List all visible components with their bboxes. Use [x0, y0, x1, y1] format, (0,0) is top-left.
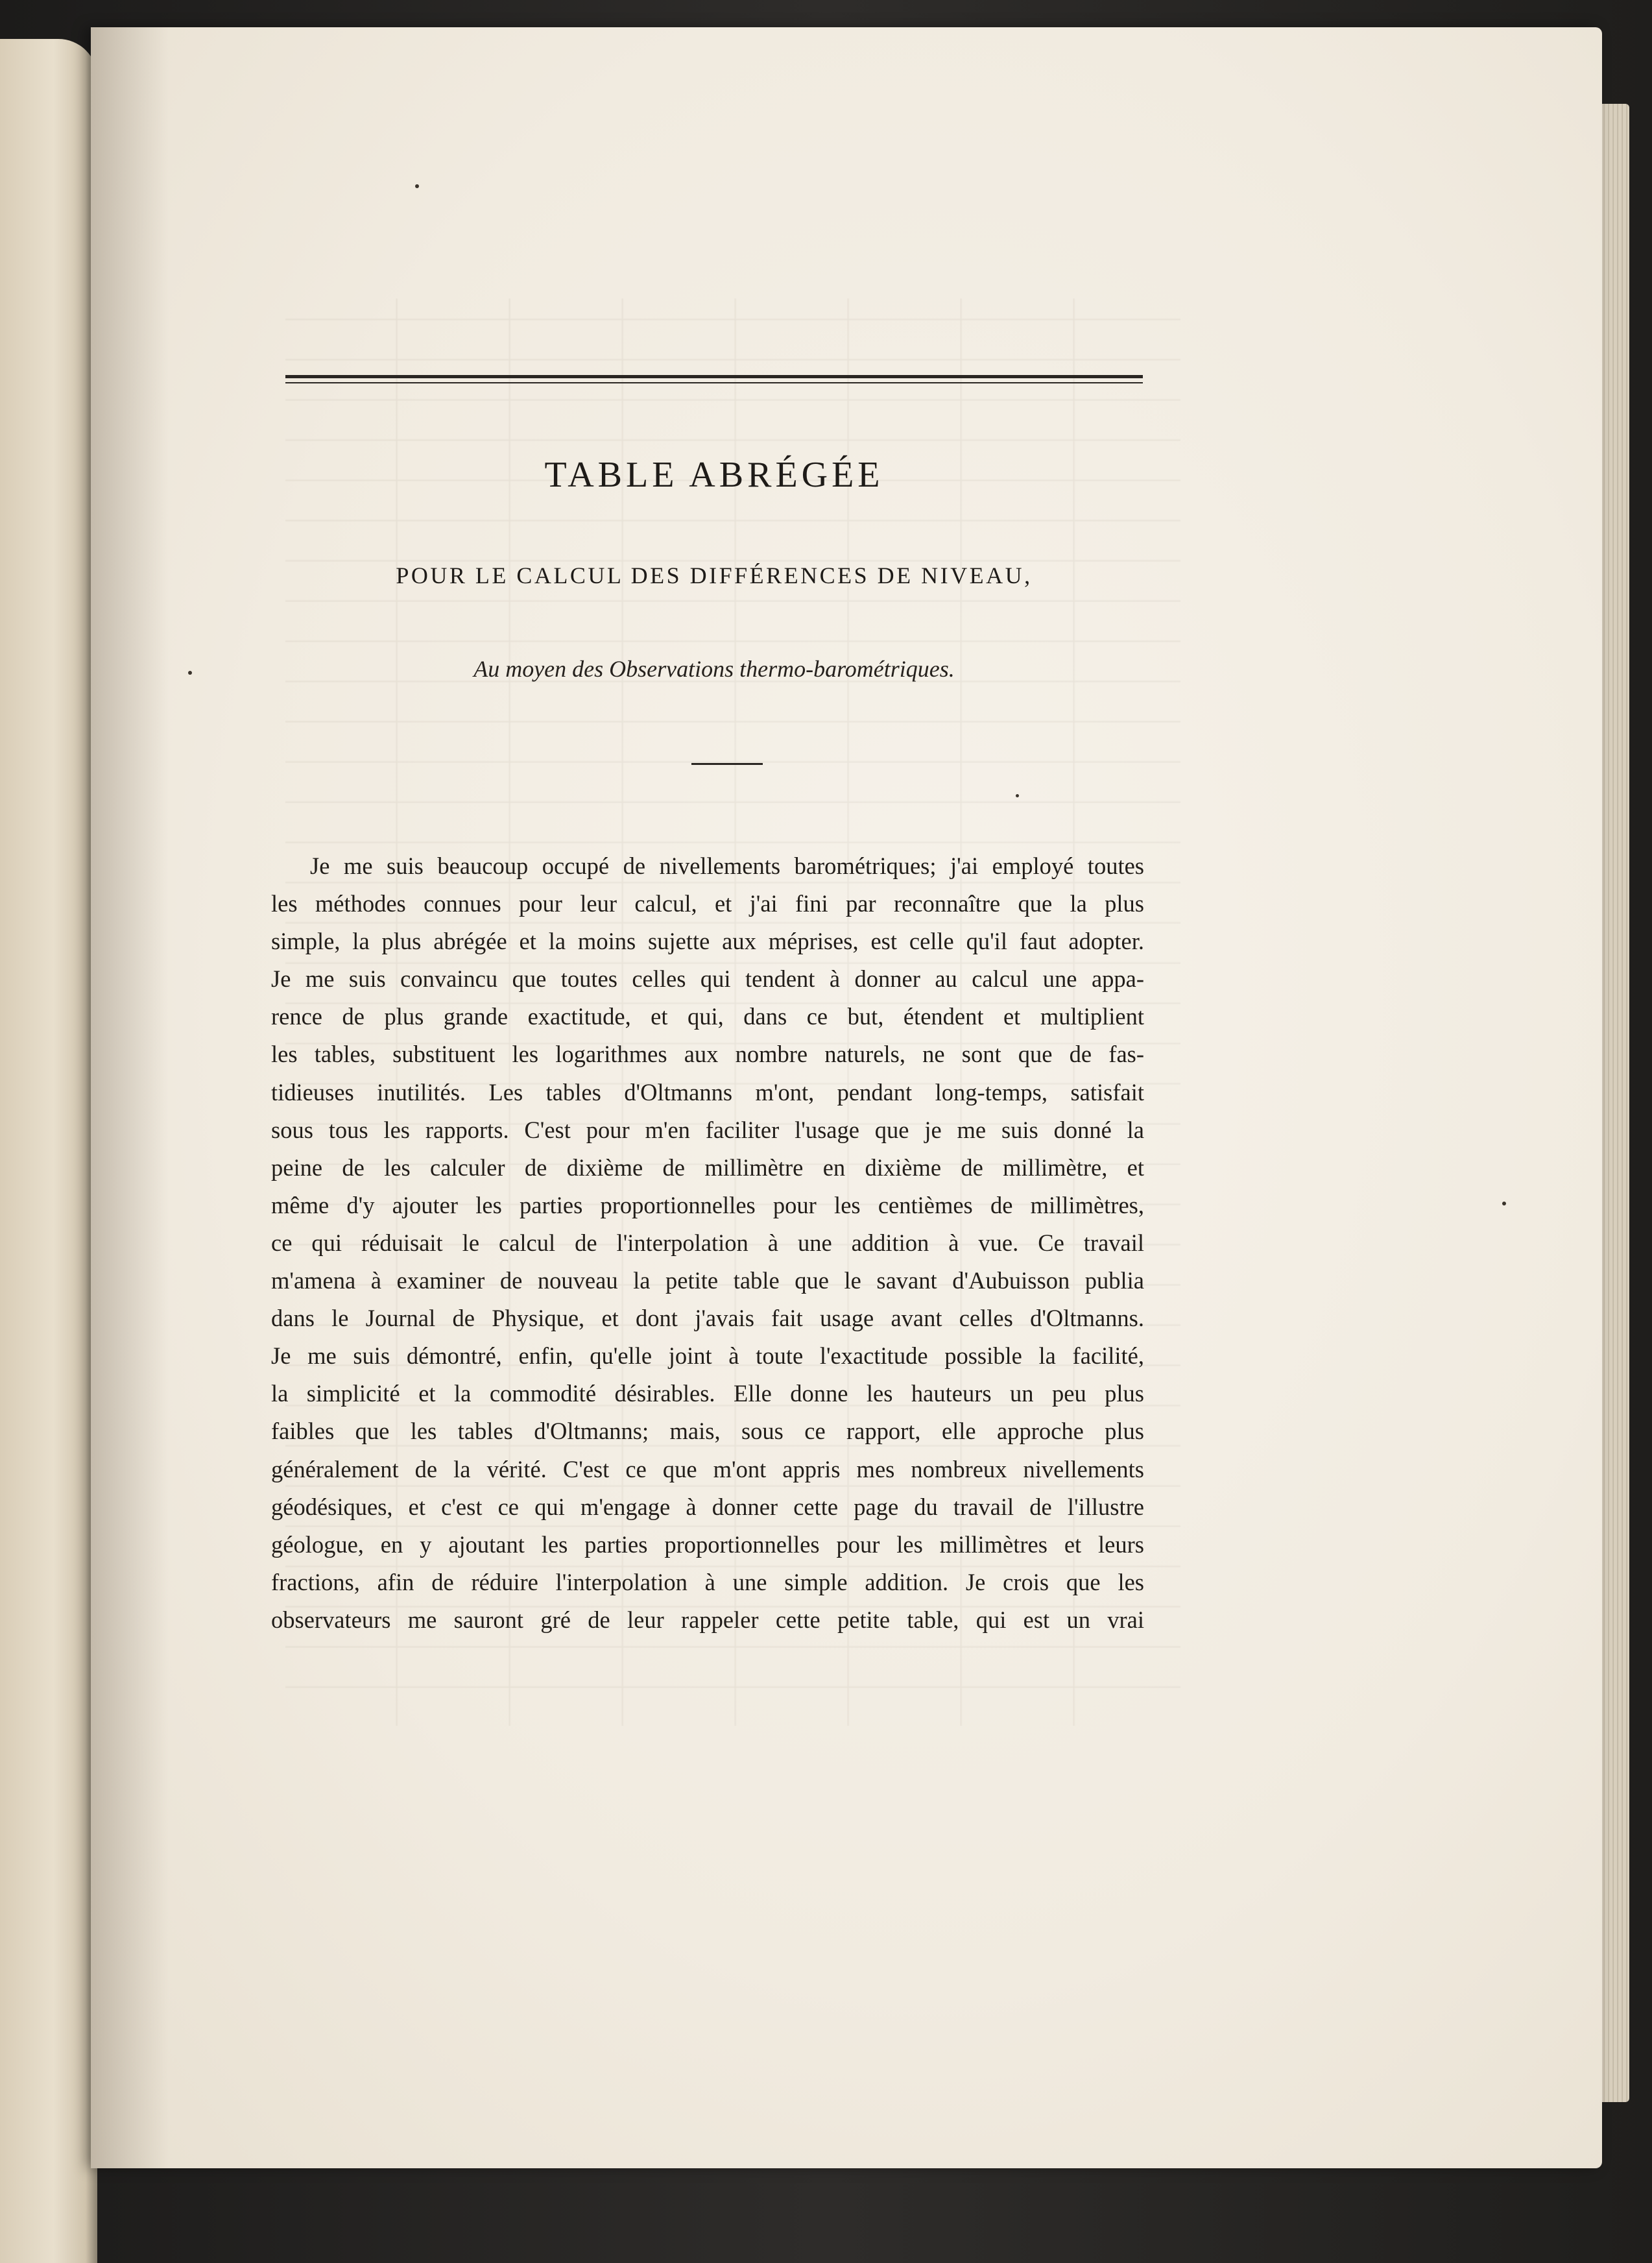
body-line: les tables, substituent les logarithmes aux nombre naturels, ne sont que de fas-	[271, 1041, 1144, 1068]
paper-speck	[188, 671, 192, 675]
body-line: Je me suis démontré, enfin, qu'elle joint à toute l'exactitude possible la facilité,	[271, 1342, 1144, 1370]
page-title: TABLE ABRÉGÉE	[544, 455, 884, 495]
body-line: géologue, en y ajoutant les parties proportionnelles pour les millimètres et leurs	[271, 1531, 1144, 1558]
body-line: m'amena à examiner de nouveau la petite table que le savant d'Aubuisson publia	[271, 1267, 1144, 1294]
body-line: dans le Journal de Physique, et dont j'avais fait usage avant celles d'Oltmanns.	[271, 1305, 1144, 1332]
body-line: géodésiques, et c'est ce qui m'engage à donner cette page du travail de l'illustre	[271, 1493, 1144, 1520]
body-line: Je me suis beaucoup occupé de nivellements barométriques; j'ai employé toutes	[310, 853, 1144, 879]
body-line: faibles que les tables d'Oltmanns; mais, sous ce rapport, elle approche plus	[271, 1418, 1144, 1445]
left-page-edge	[0, 39, 97, 2263]
section-divider	[691, 763, 763, 765]
italic-subheading: Au moyen des Observations thermo-barométriques.	[473, 656, 955, 682]
body-line: observateurs me sauront gré de leur rappeler cette petite table, qui est un vrai	[271, 1606, 1144, 1633]
body-line: la simplicité et la commodité désirables. Elle donne les hauteurs un peu plus	[271, 1380, 1144, 1407]
body-line: rence de plus grande exactitude, et qui, dans ce but, étendent et multiplient	[271, 1003, 1144, 1030]
body-line: ce qui réduisait le calcul de l'interpolation à une addition à vue. Ce travail	[271, 1229, 1144, 1256]
body-line: simple, la plus abrégée et la moins sujette aux méprises, est celle qu'il faut adopter.	[271, 928, 1144, 955]
page-subtitle: POUR LE CALCUL DES DIFFÉRENCES DE NIVEAU,	[396, 563, 1033, 588]
paper-speck	[415, 184, 419, 188]
body-line: fractions, afin de réduire l'interpolation à une simple addition. Je crois que les	[271, 1568, 1144, 1595]
body-paragraph	[271, 847, 1144, 1639]
header-rule-thin	[285, 382, 1143, 383]
paper-speck	[1016, 794, 1019, 797]
header-rule-thick	[285, 375, 1143, 378]
body-line: les méthodes connues pour leur calcul, et j'ai fini par reconnaître que la plus	[271, 890, 1144, 917]
body-line: sous tous les rapports. C'est pour m'en faciliter l'usage que je me suis donné la	[271, 1116, 1144, 1143]
body-line: Je me suis convaincu que toutes celles qui tendent à donner au calcul une appa-	[271, 965, 1144, 993]
body-line: tidieuses inutilités. Les tables d'Oltmanns m'ont, pendant long-temps, satisfait	[271, 1078, 1144, 1106]
body-line: peine de les calculer de dixième de millimètre en dixième de millimètre, et	[271, 1154, 1144, 1181]
paper-speck	[1502, 1202, 1506, 1205]
body-line: même d'y ajouter les parties proportionnelles pour les centièmes de millimètres,	[271, 1191, 1144, 1218]
body-line: généralement de la vérité. C'est ce que m'ont appris mes nombreux nivellements	[271, 1455, 1144, 1482]
